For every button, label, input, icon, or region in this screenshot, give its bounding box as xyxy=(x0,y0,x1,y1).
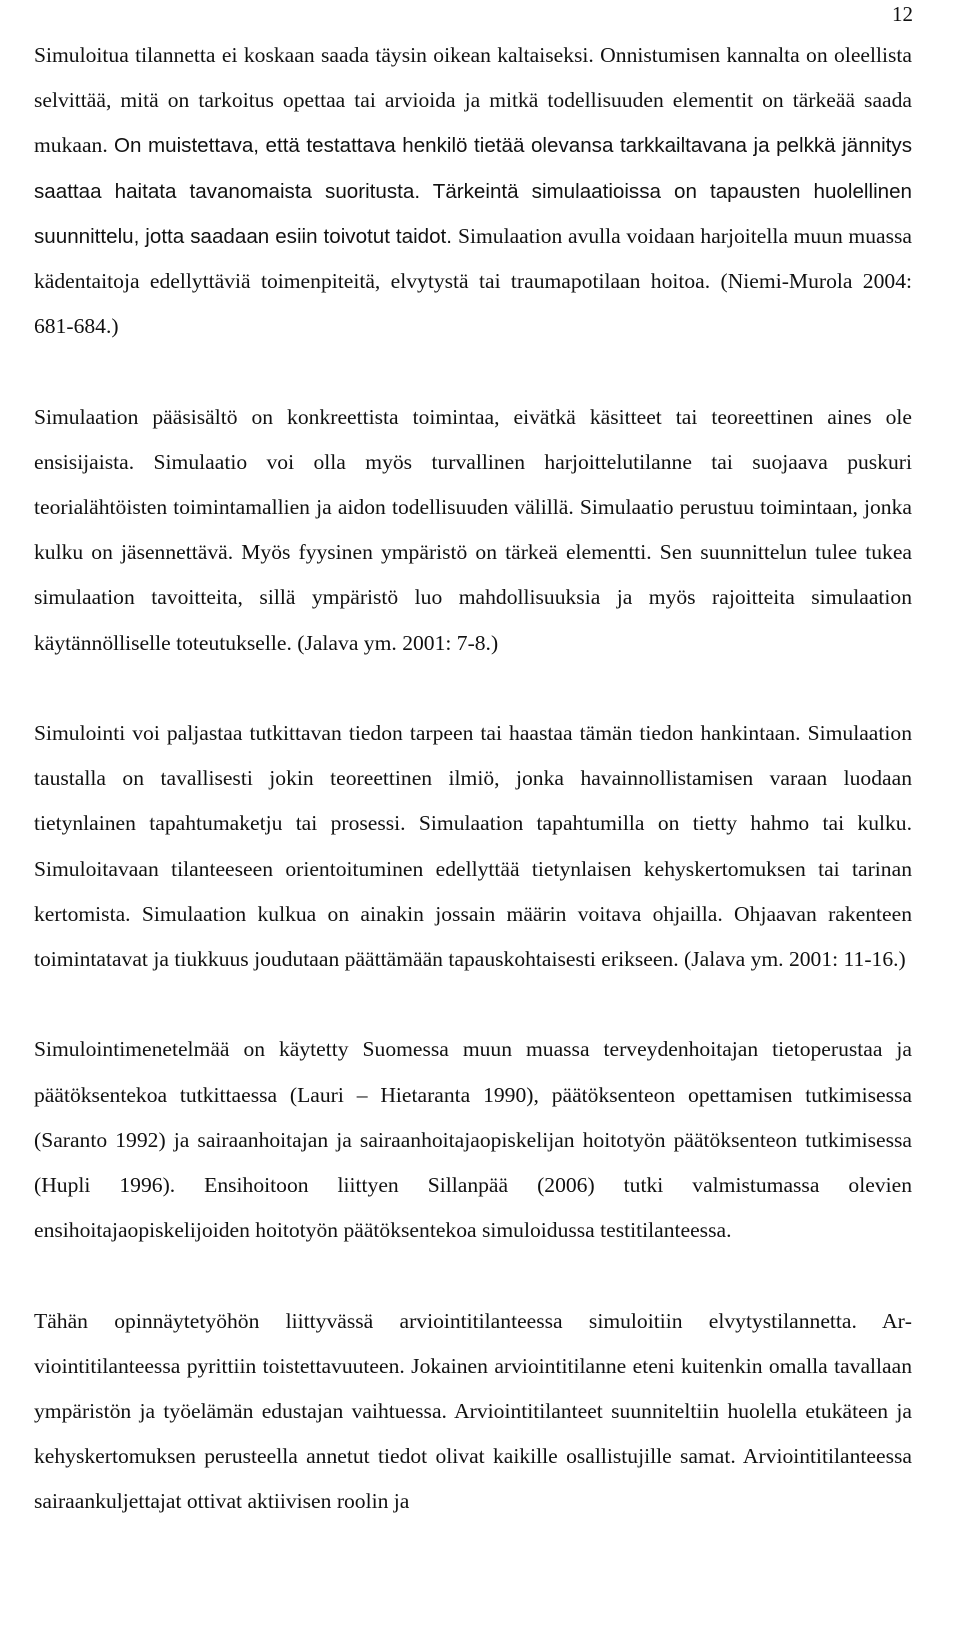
paragraph-1-sans-passage: On muistettava, että testattava henkilö tietää olevansa tarkkailtavana ja pelkkä jännitys saattaa haitata tavanomaista suoritusta. Tärkeintä simulaatioissa on tapausten huolellinen suunnittelu, jotta saadaan esiin toivotut taidot. xyxy=(34,134,912,248)
paragraph-1-tail: Simulaation avulla voidaan harjoitella muun muassa kädentaitoja edellyttäviä toimenpiteitä, elvytystä tai traumapotilaan hoitoa. (Niemi-Murola 2004: 681-684.) xyxy=(34,223,912,339)
page-number: 12 xyxy=(892,2,913,26)
paragraph-3: Simulointi voi paljastaa tutkittavan tiedon tarpeen tai haastaa tämän tiedon hankintaan. Simulaation taustalla on tavallisesti jokin teoreettinen ilmiö, jonka havainnollistamisen varaan luodaan tietynlainen tapahtumaketju tai prosessi. Simulaation tapahtumilla on tietty hahmo tai kulku. Simuloitavaan tilanteeseen orientoituminen edellyttää tietynlaisen kehyskertomuksen tai tarinan kertomista. Simulaation kulkua on ainakin jossain määrin voitava ohjailla. Ohjaavan rakenteen toimintatavat ja tiukkuus joudutaan päättämään tapauskohtaisesti erikseen. (Jalava ym. 2001: 11-16.) xyxy=(34,721,912,972)
paragraph-2: Simulaation pääsisältö on konkreettista toimintaa, eivätkä käsitteet tai teoreettinen aines ole ensisijaista. Simulaatio voi olla myös turvallinen harjoittelutilanne tai suojaava puskuri teorialähtöisten toimintamallien ja aidon todellisuuden välillä. Simulaatio perustuu toimintaan, jonka kulku on jäsennettävä. Myös fyysinen ympäristö on tärkeä elementti. Sen suunnittelun tulee tukea simulaation tavoitteita, sillä ympäristö luo mahdollisuuksia ja myös rajoitteita simulaation käytännölliselle toteutukselle. (Jalava ym. 2001: 7-8.) xyxy=(34,404,912,655)
paragraph-1-lead: Simuloitua tilannetta ei koskaan saada täysin oikean kaltaiseksi. Onnistumisen kannalta on oleellista selvittää, mitä on tarkoitus opettaa tai arvioida ja mitkä todellisuuden elementit on tärkeää saada mukaan. xyxy=(34,43,912,158)
paragraph-5: Tähän opinnäytetyöhön liittyvässä arviointitilanteessa simuloitiin elvytystilannetta. Arviointitilanteessa pyrittiin toistettavuuteen. Jokainen arviointitilanne eteni kuitenkin omalla tavallaan ympäristön ja työelämän edustajan vaihtuessa. Arviointitilanteet suunniteltiin huolella etukäteen ja kehyskertomuksen perusteella annetut tiedot olivat kaikille osallistujille samat. Arviointitilanteessa sairaankuljettajat ottivat aktiivisen roolin ja xyxy=(34,1308,912,1514)
paragraph-1 xyxy=(34,33,912,349)
paragraph-4: Simulointimenetelmää on käytetty Suomessa muun muassa terveydenhoitajan tietoperustaa ja päätöksentekoa tutkittaessa (Lauri – Hietaranta 1990), päätöksenteon opettamisen tutkimisessa (Saranto 1992) ja sairaanhoitajan ja sairaanhoitajaopiskelijan hoitotyön päätöksenteon tutkimisessa (Hupli 1996). Ensihoitoon liittyen Sillanpää (2006) tutki valmistumassa olevien ensihoitajaopiskelijoiden hoitotyön päätöksentekoa simuloidussa testitilanteessa. xyxy=(34,1037,912,1243)
body-text xyxy=(34,0,912,1525)
